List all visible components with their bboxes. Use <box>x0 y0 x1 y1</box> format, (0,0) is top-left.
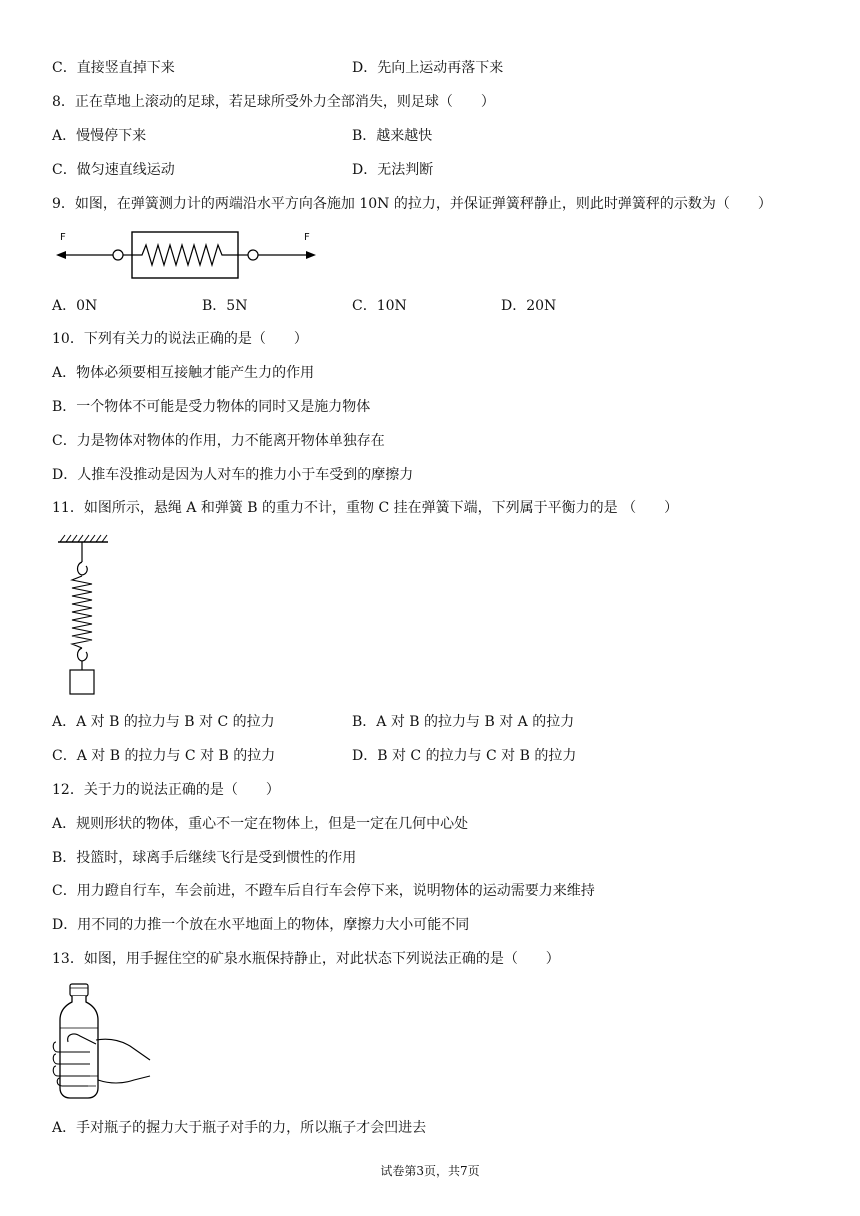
q12-option-b: B．投篮时，球离手后继续飞行是受到惯性的作用 <box>52 850 357 866</box>
hand-outline <box>96 1039 150 1060</box>
bottle-hand-figure <box>50 980 156 1102</box>
spring-scale-diagram <box>52 226 322 286</box>
q7-option-d: D．先向上运动再落下来 <box>352 60 504 76</box>
force-label-right: F <box>304 232 310 243</box>
q11-option-b: B．A 对 B 的拉力与 B 对 A 的拉力 <box>352 714 575 730</box>
q8-option-b: B．越来越快 <box>352 128 433 144</box>
q8-option-a: A．慢慢停下来 <box>52 128 147 144</box>
q11-stem: 11．如图所示，悬绳 A 和弹簧 B 的重力不计，重物 C 挂在弹簧下端，下列属于平衡力的是 （ ） <box>52 500 679 516</box>
q8-stem: 8．正在草地上滚动的足球，若足球所受外力全部消失，则足球（ ） <box>52 94 495 110</box>
q9-stem: 9．如图，在弹簧测力计的两端沿水平方向各施加 10N 的拉力，并保证弹簧秤静止，则此时弹簧秤的示数为（ ） <box>52 196 772 212</box>
hanging-spring-diagram <box>52 532 122 698</box>
q8-option-d: D．无法判断 <box>352 162 434 178</box>
q12-stem: 12．关于力的说法正确的是（ ） <box>52 782 280 798</box>
q12-option-c: C．用力蹬自行车，车会前进，不蹬车后自行车会停下来，说明物体的运动需要力来维持 <box>52 883 595 899</box>
spring-b <box>72 576 92 648</box>
q10-stem: 10．下列有关力的说法正确的是（ ） <box>52 331 308 347</box>
q8-option-c: C．做匀速直线运动 <box>52 162 175 178</box>
q9-option-d: D．20N <box>501 298 557 314</box>
q9-option-b: B．5N <box>202 298 248 314</box>
bottle-cap <box>70 984 88 996</box>
q12-option-d: D．用不同的力推一个放在水平地面上的物体，摩擦力大小可能不同 <box>52 917 470 933</box>
q9-option-a: A．0N <box>52 298 98 314</box>
page-footer: 试卷第3页，共7页 <box>380 1164 480 1178</box>
q9-option-c: C．10N <box>352 298 407 314</box>
bottle-body <box>60 996 98 1098</box>
q11-option-c: C．A 对 B 的拉力与 C 对 B 的拉力 <box>52 748 276 764</box>
hanging-spring-figure <box>52 532 122 698</box>
q13-stem: 13．如图，用手握住空的矿泉水瓶保持静止，对此状态下列说法正确的是（ ） <box>52 951 560 967</box>
q7-option-c: C．直接竖直掉下来 <box>52 60 175 76</box>
force-label-left: F <box>60 232 66 243</box>
q12-option-a: A．规则形状的物体，重心不一定在物体上，但是一定在几何中心处 <box>52 816 469 832</box>
right-arrow-icon <box>306 251 316 259</box>
weight-c <box>70 670 94 694</box>
q10-option-c: C．力是物体对物体的作用，力不能离开物体单独存在 <box>52 433 385 449</box>
q10-option-d: D．人推车没推动是因为人对车的推力小于车受到的摩擦力 <box>52 467 414 483</box>
q10-option-b: B．一个物体不可能是受力物体的同时又是施力物体 <box>52 399 371 415</box>
q11-option-d: D．B 对 C 的拉力与 C 对 B 的拉力 <box>352 748 577 764</box>
spring-scale-figure <box>52 226 322 286</box>
q11-option-a: A．A 对 B 的拉力与 B 对 C 的拉力 <box>52 714 275 730</box>
q10-option-a: A．物体必须要相互接触才能产生力的作用 <box>52 365 315 381</box>
bottle-hand-diagram <box>50 980 156 1102</box>
left-arrow-icon <box>56 251 66 259</box>
q13-option-a: A．手对瓶子的握力大于瓶子对手的力，所以瓶子才会凹进去 <box>52 1120 427 1136</box>
